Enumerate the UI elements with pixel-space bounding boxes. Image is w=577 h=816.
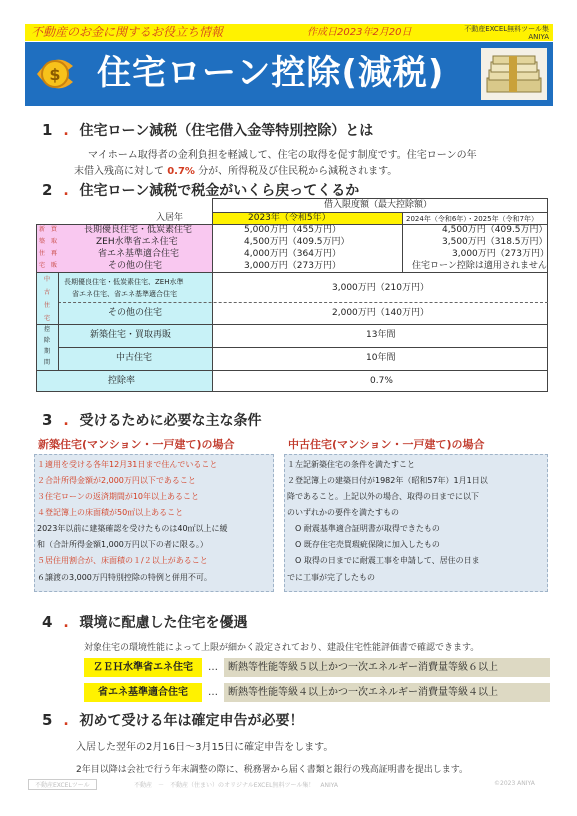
energy-standard-description: 断熱等性能等級４以上かつ一次エネルギー消費量等級４以上 (224, 683, 550, 702)
money-stack-icon (481, 48, 547, 100)
new-row-2023: 3,000万円（273万円） (244, 261, 341, 271)
footer-text: 不動産 － 不動産（住まい）のオリジナルEXCEL無料ツール集！ ANIYA (134, 782, 339, 789)
used-housing-conditions-box (284, 454, 548, 592)
used-group-label: 中 古 住 宅 (43, 276, 50, 322)
section-4-text: 対象住宅の環境性能によって上限が細かく設定されており、建設住宅性能評価書で確認できます。 (84, 643, 480, 653)
period-group-label: 控 除 期 間 (43, 326, 50, 366)
condition-line: 2023年以前に建築確認を受けたものは40㎡以上に緩 (37, 524, 228, 533)
used-row-value: 2,000万円（140万円） (332, 308, 429, 318)
resale-group-label: 買 取 再 販 (50, 226, 57, 269)
section-5-text-line1: 入居した翌年の2月16日～3月15日に確定申告をします。 (76, 742, 334, 753)
new-row-type: 省エネ基準適合住宅 (98, 249, 180, 259)
period-row-type: 新築住宅・買取再販 (90, 330, 172, 340)
tagline: 不動産のお金に関するお役立ち情報 (31, 25, 224, 39)
new-housing-conditions-title: 新築住宅(マンション・一戸建て)の場合 (38, 438, 235, 451)
condition-line: ２登記簿上の建築日付が1982年（昭和57年）1月1日以 (287, 476, 488, 485)
new-group-label: 新 築 住 宅 (38, 226, 45, 269)
section-5-text-line2: 2年目以降は会社で行う年末調整の際に、税務署から届く書類と銀行の残高証明書を提出します。 (76, 765, 469, 775)
new-row-type: その他の住宅 (108, 261, 163, 271)
dots: … (208, 687, 218, 698)
condition-line: のいずれかの要件を満たすもの (287, 508, 399, 517)
section-2-heading: 2 . 住宅ローン減税で税金がいくら戻ってくるか (42, 181, 360, 199)
new-housing-conditions-box (34, 454, 274, 592)
condition-line: 降であること。上記以外の場合、取得の日までに以下 (287, 492, 479, 501)
condition-line: O 既存住宅売買瑕疵保険に加入したもの (295, 540, 440, 549)
limit-header: 借入限度額（最大控除額） (324, 200, 433, 210)
new-row-2023: 4,500万円（409.5万円） (244, 237, 350, 247)
dollar-coin-icon (33, 52, 77, 96)
condition-line: ６譲渡の3,000万円特別控除の特例と併用不可。 (37, 573, 212, 582)
period-row-type: 中古住宅 (116, 353, 153, 363)
footer-copyright: ©2023 ANIYA (494, 780, 535, 787)
footer-badge: 不動産EXCELツール (28, 779, 97, 790)
loan-limit-table (36, 198, 550, 394)
used-housing-conditions-title: 中古住宅(マンション・一戸建て)の場合 (288, 438, 485, 451)
year-label: 入居年 (156, 213, 184, 223)
deduction-rate: 0.7% (167, 166, 195, 177)
condition-line: ４登記簿上の床面積が50㎡以上あること (37, 508, 184, 517)
used-row-type: 長期優良住宅・低炭素住宅、ZEH水準 (64, 278, 184, 286)
new-row-type: ZEH水準省エネ住宅 (96, 237, 178, 247)
zeh-description: 断熱等性能等級５以上かつ一次エネルギー消費量等級６以上 (224, 658, 550, 677)
period-row-value: 13年間 (366, 330, 396, 340)
used-row-value: 3,000万円（210万円） (332, 283, 429, 293)
condition-line: O 耐震基準適合証明書が取得できたもの (295, 524, 440, 533)
new-row-type: 長期優良住宅・低炭素住宅 (84, 225, 193, 235)
zeh-label: ＺＥＨ水準省エネ住宅 (84, 658, 202, 677)
period-row-value: 10年間 (366, 353, 396, 363)
condition-line: ２合計所得金額が2,000万円以下であること (37, 476, 196, 485)
condition-line: １左記新築住宅の条件を満たすこと (287, 460, 415, 469)
col-2023: 2023年（令和5年） (248, 213, 331, 223)
section-3-heading: 3 . 受けるために必要な主な条件 (42, 411, 262, 429)
condition-line: １適用を受ける各年12月31日まで住んでいること (37, 460, 218, 469)
condition-line: O 取得の日までに耐震工事を申請して、居住の日ま (295, 556, 480, 565)
series-name: 不動産EXCEL無料ツール集 ANIYA (464, 25, 549, 41)
new-row-2024: 住宅ローン控除は適用されません (412, 261, 547, 271)
used-row-type: その他の住宅 (108, 308, 163, 318)
used-row-type: 省エネ住宅、省エネ基準適合住宅 (72, 290, 177, 298)
svg-text:$: $ (49, 65, 61, 84)
rate-value: 0.7% (370, 376, 393, 386)
section-1-text-line1: マイホーム取得者の金利負担を軽減して、住宅の取得を促す制度です。住宅ローンの年 (88, 150, 477, 161)
rate-label: 控除率 (108, 376, 136, 386)
energy-standard-label: 省エネ基準適合住宅 (84, 683, 202, 702)
new-row-2023: 5,000万円（455万円） (244, 225, 341, 235)
new-row-2024: 3,500万円（318.5万円） (442, 237, 548, 247)
section-1-text-line2: 末借入残高に対して 0.7% 分が、所得税及び住民税から減税されます。 (74, 166, 398, 177)
page-title: 住宅ローン控除(減税) (97, 53, 445, 93)
col-2024: 2024年（令和6年）・2025年（令和7年） (406, 215, 539, 223)
new-row-2024: 3,000万円（273万円） (452, 249, 549, 259)
created-date: 作成日2023年2月20日 (307, 27, 412, 38)
condition-line: ５居住用割合が、床面積の１/２以上があること (37, 556, 208, 565)
title-banner (25, 42, 553, 106)
section-5-heading: 5 . 初めて受ける年は確定申告が必要！ (42, 711, 304, 729)
top-info-bar (25, 24, 553, 41)
new-row-2024: 4,500万円（409.5万円） (442, 225, 548, 235)
condition-line: 和（合計所得金額1,000万円以下の者に限る。） (37, 540, 208, 549)
condition-line: ３住宅ローンの返済期間が10年以上あること (37, 492, 200, 501)
dots: … (208, 662, 218, 673)
condition-line: でに工事が完了したもの (287, 573, 375, 582)
section-4-heading: 4 . 環境に配慮した住宅を優遇 (42, 613, 248, 631)
new-row-2023: 4,000万円（364万円） (244, 249, 341, 259)
section-1-heading: 1 . 住宅ローン減税（住宅借入金等特別控除）とは (42, 121, 374, 139)
